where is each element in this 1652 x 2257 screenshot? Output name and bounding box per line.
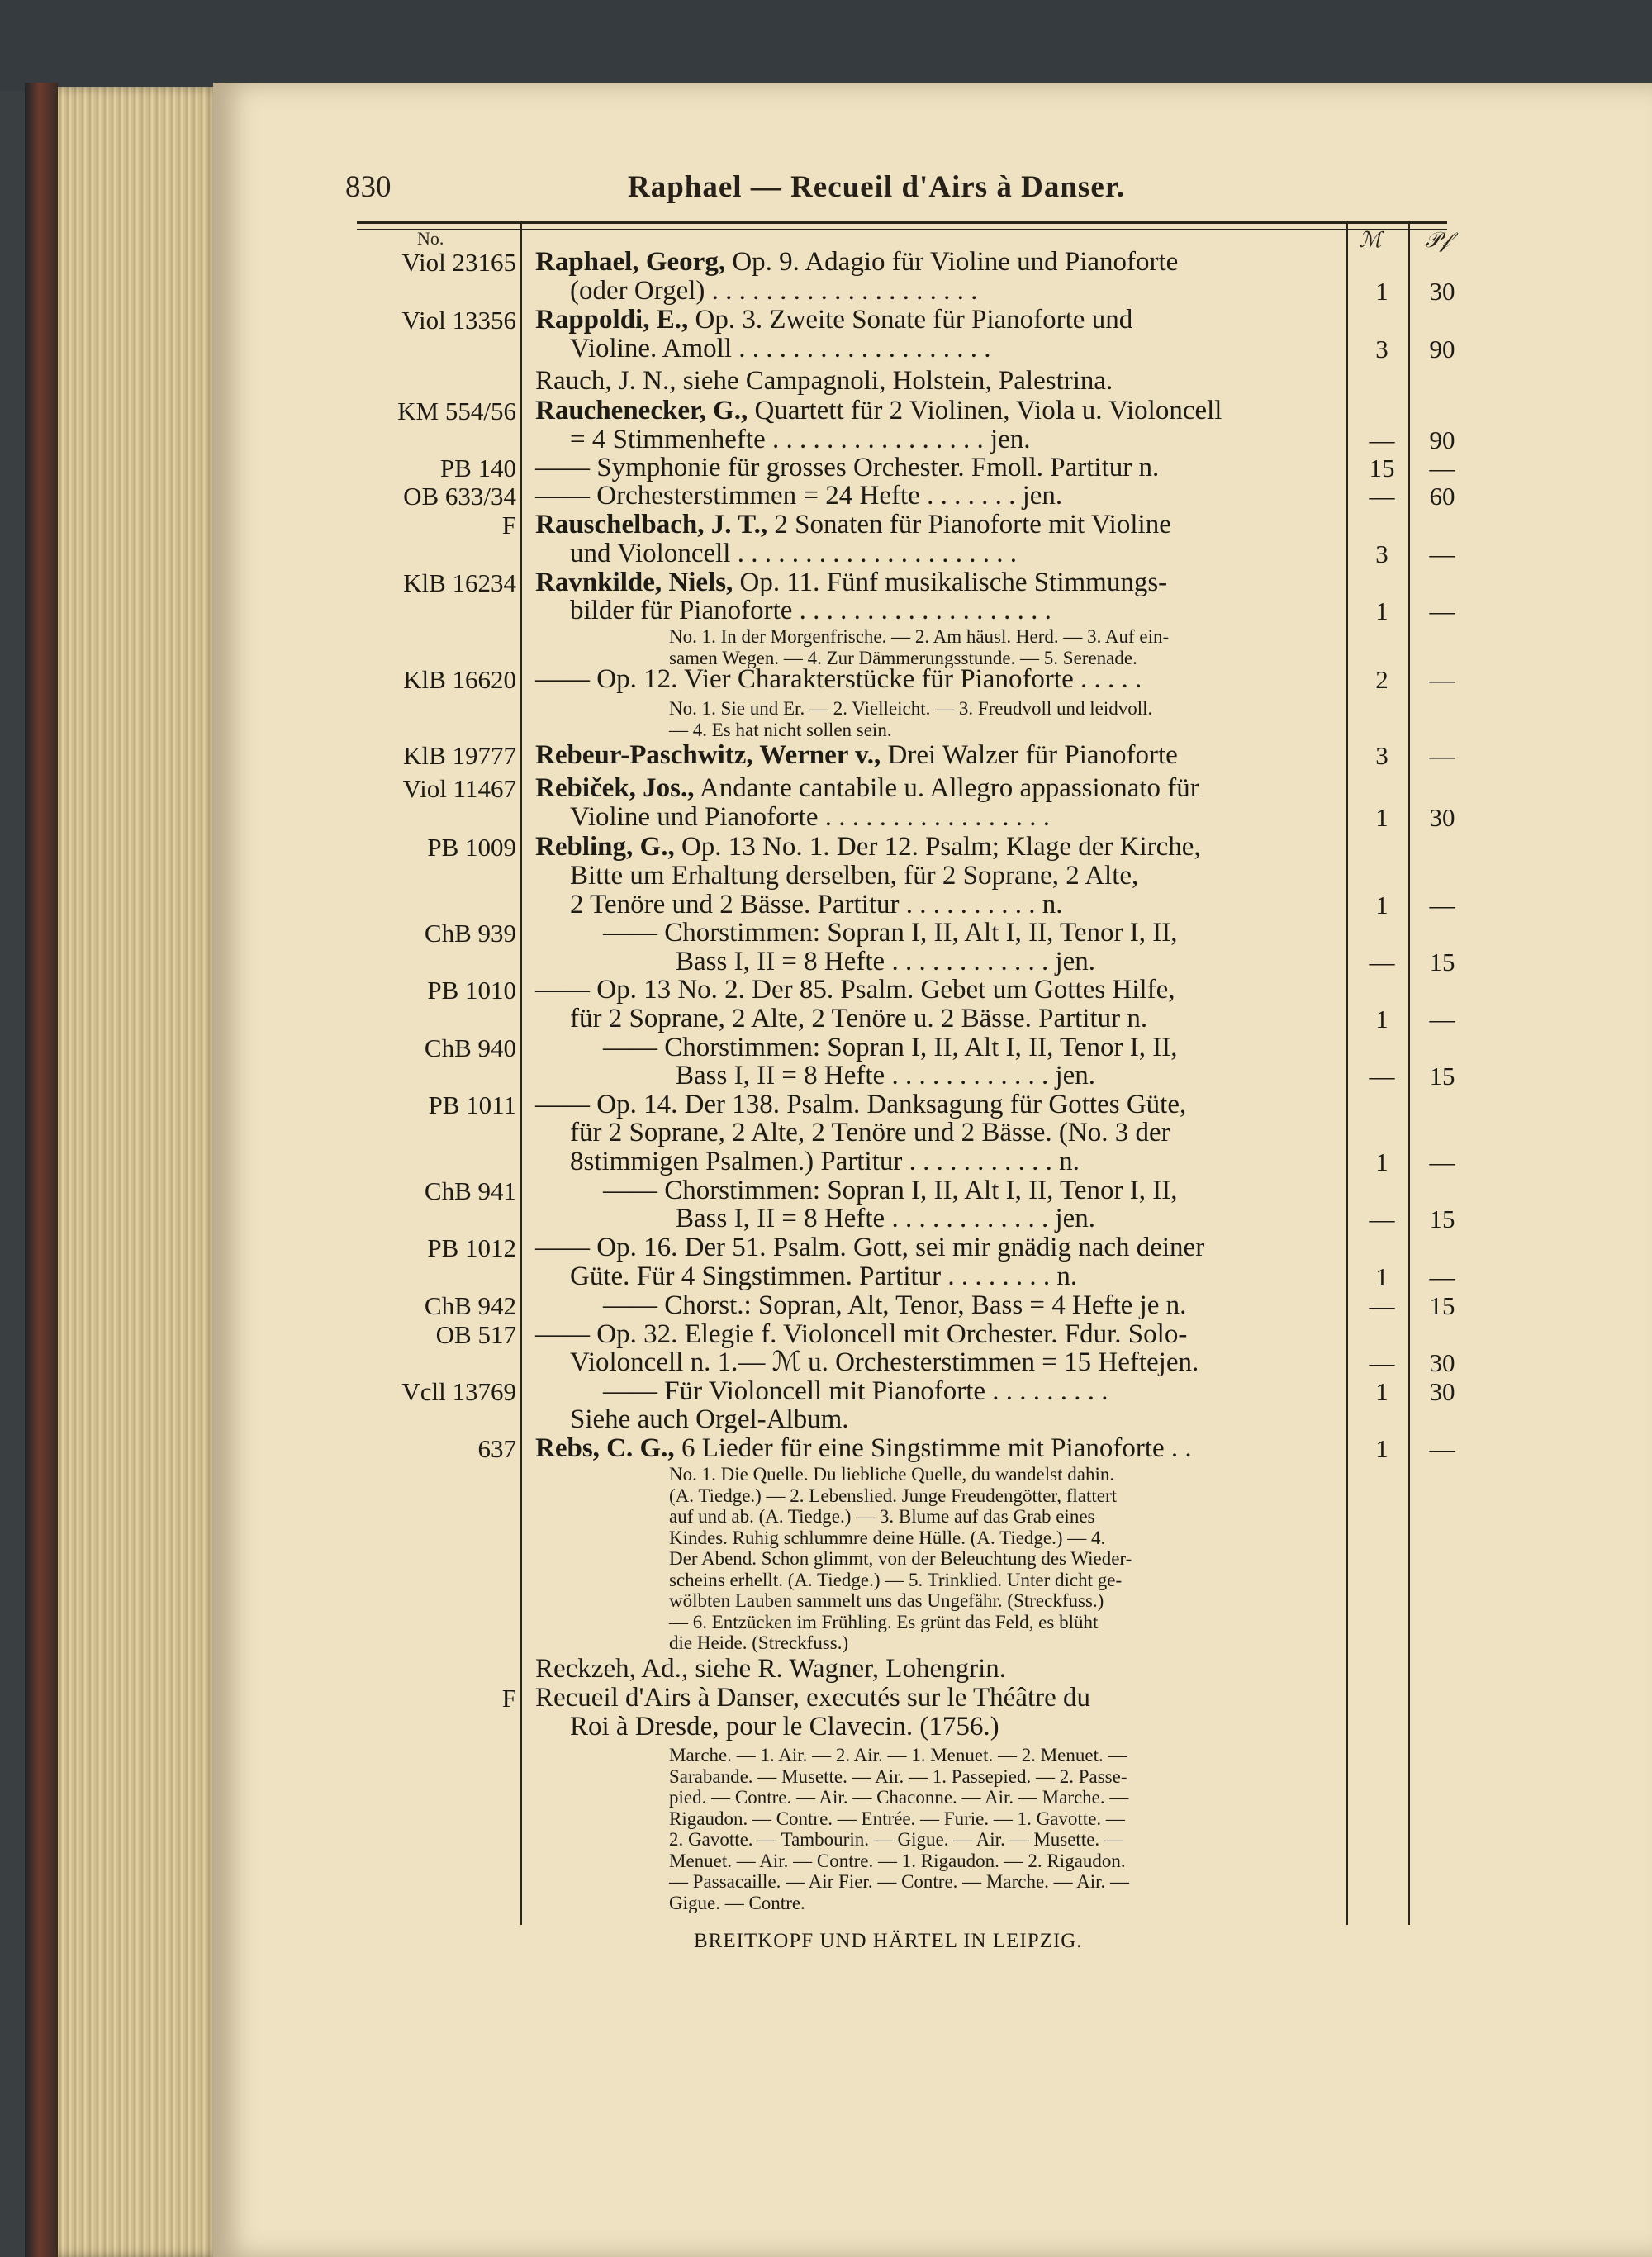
entry-line — [535, 248, 1178, 276]
price-mark: — — [1369, 482, 1395, 511]
price-pf: — — [1429, 1148, 1455, 1176]
catalog-number: PB 1011 — [428, 1090, 516, 1119]
entry-line — [535, 1090, 1186, 1119]
entry-text: 2 Tenöre und 2 Bässe. Partitur . . . . . . . . . . n. — [570, 890, 1063, 919]
note-line: 2. Gavotte. — Tambourin. — Gigue. — Air. — Musette. — — [669, 1829, 1123, 1850]
entry-text: Bass I, II = 8 Hefte . . . . . . . . . . . . jen. — [676, 947, 1096, 976]
entry-text: Violoncell n. 1.— ℳ u. Orchesterstimmen = 15 Heftejen. — [570, 1347, 1199, 1377]
price-mark: 15 — [1369, 454, 1395, 482]
composer-name: Rauchenecker, G., — [535, 396, 748, 425]
entry-line — [535, 976, 1175, 1004]
price-mark: 3 — [1375, 335, 1389, 363]
entry-text: Bass I, II = 8 Hefte . . . . . . . . . . . . jen. — [676, 1204, 1096, 1233]
composer-name: Rebs, C. G., — [535, 1433, 675, 1463]
price-pf: — — [1429, 539, 1455, 568]
composer-name: Rappoldi, E., — [535, 305, 689, 335]
entry-text: = 4 Stimmenhefte . . . . . . . . . . . . . . . . jen. — [570, 425, 1031, 454]
entry-line — [603, 1291, 1186, 1319]
price-pf: 15 — [1429, 1062, 1455, 1090]
price-mark: 1 — [1375, 596, 1389, 625]
entry-text: —— Op. 13 No. 2. Der 85. Psalm. Gebet um Gottes Hilfe, — [535, 975, 1175, 1005]
catalog-number: PB 140 — [439, 454, 516, 482]
note-line: Kindes. Ruhig schlummre deine Hülle. (A. Tiedge.) — 4. — [669, 1527, 1106, 1548]
column-divider — [520, 223, 522, 1925]
entry-line — [676, 948, 1095, 976]
price-pf: 30 — [1429, 277, 1455, 306]
note-line: Marche. — 1. Air. — 2. Air. — 1. Menuet. — 2. Menuet. — — [669, 1745, 1127, 1765]
entry-line: Recueil d'Airs à Danser, executés sur le Théâtre du — [535, 1683, 1091, 1713]
price-pf: — — [1429, 891, 1455, 919]
composer-name: Rebling, G., — [535, 832, 675, 862]
entry-text: —— Op. 14. Der 138. Psalm. Danksagung für Gottes Güte, — [535, 1090, 1187, 1119]
note-line: No. 1. Die Quelle. Du liebliche Quelle, du wandelst dahin. — [669, 1464, 1115, 1485]
entry-line — [535, 482, 1062, 510]
column-divider — [1408, 223, 1410, 1925]
price-mark: — — [1369, 1205, 1395, 1233]
entry-text: Op. 9. Adagio für Violine und Pianoforte — [725, 247, 1179, 277]
price-mark: 1 — [1375, 1005, 1389, 1033]
price-mark: 1 — [1375, 277, 1389, 306]
price-pf: 60 — [1429, 482, 1455, 511]
note-line: wölbten Lauben sammelt uns das Ungefähr. (Streckfuss.) — [669, 1590, 1104, 1611]
composer-name: Rauschelbach, J. T., — [535, 510, 768, 539]
catalog-number: ChB 939 — [424, 919, 516, 948]
catalog-number: F — [501, 1684, 516, 1713]
header-no: No. — [417, 228, 444, 249]
entry-line — [603, 1033, 1177, 1062]
catalog-number: Viol 23165 — [401, 248, 516, 277]
entry-text: Andante cantabile u. Allegro appassionato für — [694, 773, 1199, 803]
catalog-number: F — [501, 511, 516, 539]
note-line: auf und ab. (A. Tiedge.) — 3. Blume auf das Grab eines — [669, 1506, 1095, 1527]
price-pf: — — [1429, 1262, 1455, 1291]
entry-text: —— Chorstimmen: Sopran I, II, Alt I, II, Tenor I, II, — [603, 1176, 1178, 1205]
catalog-number: PB 1010 — [427, 976, 516, 1005]
entry-text: —— Chorstimmen: Sopran I, II, Alt I, II, Tenor I, II, — [603, 918, 1178, 948]
entry-line — [570, 277, 977, 305]
price-pf: 90 — [1429, 335, 1455, 363]
note-line: — Passacaille. — Air Fier. — Contre. — Marche. — Air. — — [669, 1871, 1130, 1892]
price-pf: 15 — [1429, 948, 1455, 976]
entry-line — [570, 1262, 1077, 1290]
catalog-number: 637 — [477, 1434, 516, 1463]
catalog-number: KM 554/56 — [397, 397, 516, 425]
note-line: (A. Tiedge.) — 2. Lebenslied. Junge Freudengötter, flattert — [669, 1485, 1118, 1506]
price-pf: 30 — [1429, 1348, 1455, 1377]
price-mark: 1 — [1375, 803, 1389, 832]
price-pf: — — [1429, 454, 1455, 482]
price-pf: — — [1429, 665, 1455, 694]
price-mark: — — [1369, 1348, 1395, 1377]
entry-line — [603, 1377, 1108, 1405]
entry-text: Güte. Für 4 Singstimmen. Partitur . . . . . . . . n. — [570, 1262, 1078, 1291]
entry-text: —— Op. 12. Vier Charakterstücke für Pianoforte . . . . . — [535, 664, 1142, 694]
composer-name: Raphael, Georg, — [535, 247, 726, 277]
catalog-number: ChB 940 — [424, 1033, 516, 1062]
price-mark: 2 — [1375, 665, 1389, 694]
price-pf: 15 — [1429, 1205, 1455, 1233]
entry-text: —— Chorstimmen: Sopran I, II, Alt I, II, Tenor I, II, — [603, 1033, 1178, 1062]
price-pf: — — [1429, 741, 1455, 770]
entry-line — [570, 596, 1051, 625]
entry-line — [535, 665, 1142, 693]
entry-line — [570, 1119, 1170, 1147]
entry-line: Roi à Dresde, pour le Clavecin. (1756.) — [570, 1712, 999, 1741]
running-title: Raphael — Recueil d'Airs à Danser. — [628, 170, 1126, 204]
price-mark: 1 — [1375, 1377, 1389, 1406]
entry-line — [570, 539, 1017, 568]
price-pf: 15 — [1429, 1291, 1455, 1320]
price-pf: — — [1429, 1005, 1455, 1033]
entry-text: —— Symphonie für grosses Orchester. Fmoll. Partitur n. — [535, 453, 1160, 482]
catalog-number: OB 633/34 — [403, 482, 516, 511]
note-line: samen Wegen. — 4. Zur Dämmerungsstunde. — 5. Serenade. — [669, 647, 1137, 668]
entry-line — [535, 568, 1167, 596]
entry-text: (oder Orgel) . . . . . . . . . . . . . . . . . . . . — [570, 276, 978, 306]
price-mark: 3 — [1375, 741, 1389, 770]
composer-name: Rebiček, Jos., — [535, 773, 695, 803]
page-edges — [58, 87, 223, 2257]
book-cover-edge — [25, 83, 58, 2257]
entry-text: 2 Sonaten für Pianoforte mit Violine — [767, 510, 1171, 539]
entry-text: Op. 11. Fünf musikalische Stimmungs- — [733, 568, 1168, 597]
entry-line — [535, 367, 1113, 395]
header-mark: ℳ — [1359, 228, 1382, 252]
note-line: No. 1. In der Morgenfrische. — 2. Am häusl. Herd. — 3. Auf ein- — [669, 626, 1170, 647]
entry-text: Violine und Pianoforte . . . . . . . . . . . . . . . . . — [570, 802, 1050, 832]
price-mark: 1 — [1375, 1434, 1389, 1463]
price-pf: — — [1429, 1434, 1455, 1463]
entry-text: Bitte um Erhaltung derselben, für 2 Soprane, 2 Alte, — [570, 861, 1139, 891]
price-pf: 30 — [1429, 1377, 1455, 1406]
price-pf: 90 — [1429, 425, 1455, 454]
catalog-number: KlB 16620 — [403, 665, 516, 694]
note-line: Der Abend. Schon glimmt, von der Beleuchtung des Wieder- — [669, 1548, 1132, 1569]
entry-text: —— Für Violoncell mit Pianoforte . . . . . . . . . — [603, 1376, 1108, 1406]
note-line: pied. — Contre. — Air. — Chaconne. — Air. — Marche. — — [669, 1787, 1129, 1808]
entry-text: für 2 Soprane, 2 Alte, 2 Tenöre und 2 Bässe. (No. 3 der — [570, 1118, 1170, 1148]
composer-name: Rebeur-Paschwitz, Werner v., — [535, 740, 881, 770]
entry-line — [570, 1405, 849, 1433]
entry-line — [676, 1062, 1095, 1090]
catalog-number: OB 517 — [435, 1320, 516, 1349]
entry-line: Reckzeh, Ad., siehe R. Wagner, Lohengrin. — [535, 1654, 1007, 1684]
note-line: Menuet. — Air. — Contre. — 1. Rigaudon. — 2. Rigaudon. — [669, 1850, 1126, 1871]
note-line: die Heide. (Streckfuss.) — [669, 1632, 849, 1653]
entry-text: 6 Lieder für eine Singstimme mit Pianoforte . . — [674, 1433, 1192, 1463]
catalog-number: Viol 13356 — [401, 306, 516, 335]
entry-text: Violine. Amoll . . . . . . . . . . . . . . . . . . . — [570, 334, 991, 363]
entry-line — [570, 335, 991, 363]
note-line: Rigaudon. — Contre. — Entrée. — Furie. — 1. Gavotte. — — [669, 1808, 1125, 1829]
column-divider — [1346, 223, 1348, 1925]
entry-line — [676, 1205, 1095, 1233]
entry-text: Rauch, J. N., siehe Campagnoli, Holstein, Palestrina. — [535, 366, 1113, 396]
entry-text: Op. 13 No. 1. Der 12. Psalm; Klage der Kirche, — [674, 832, 1201, 862]
entry-text: Quartett für 2 Violinen, Viola u. Violoncell — [748, 396, 1222, 425]
price-mark: 1 — [1375, 1262, 1389, 1291]
catalog-number: ChB 942 — [424, 1291, 516, 1320]
note-line: No. 1. Sie und Er. — 2. Vielleicht. — 3. Freudvoll und leidvoll. — [669, 698, 1153, 719]
entry-line — [535, 454, 1159, 482]
catalog-number: Vcll 13769 — [401, 1377, 516, 1406]
entry-line — [535, 511, 1171, 539]
page-number: 830 — [345, 170, 392, 204]
entry-line — [603, 1176, 1177, 1205]
catalog-number: PB 1009 — [427, 833, 516, 862]
entry-line — [570, 1148, 1080, 1176]
price-mark: — — [1369, 948, 1395, 976]
catalog-number: ChB 941 — [424, 1176, 516, 1205]
entry-line — [570, 803, 1050, 831]
note-line: Gigue. — Contre. — [669, 1892, 805, 1913]
entry-line — [570, 891, 1063, 919]
entry-text: für 2 Soprane, 2 Alte, 2 Tenöre u. 2 Bässe. Partitur n. — [570, 1004, 1148, 1033]
entry-line — [570, 862, 1138, 890]
note-line: Sarabande. — Musette. — Air. — 1. Passepied. — 2. Passe- — [669, 1765, 1127, 1787]
entry-text: —— Orchesterstimmen = 24 Hefte . . . . . . . jen. — [535, 481, 1063, 511]
price-mark: 1 — [1375, 1148, 1389, 1176]
entry-line — [603, 919, 1177, 947]
entry-line — [535, 1320, 1187, 1348]
note-line: — 6. Entzücken im Frühling. Es grünt das Feld, es blüht — [669, 1611, 1099, 1632]
price-mark: — — [1369, 425, 1395, 454]
entry-text: und Violoncell . . . . . . . . . . . . . . . . . . . . . — [570, 539, 1017, 568]
catalog-number: KlB 16234 — [403, 568, 516, 597]
entry-text: 8stimmigen Psalmen.) Partitur . . . . . . . . . . . n. — [570, 1147, 1080, 1176]
entry-line — [535, 833, 1201, 861]
entry-text: —— Op. 32. Elegie f. Violoncell mit Orchester. Fdur. Solo- — [535, 1319, 1188, 1349]
entry-line — [535, 397, 1222, 425]
catalog-number: Viol 11467 — [402, 774, 516, 803]
note-line: — 4. Es hat nicht sollen sein. — [669, 719, 892, 740]
entry-text: bilder für Pianoforte . . . . . . . . . . . . . . . . . . . — [570, 596, 1051, 625]
price-mark: 1 — [1375, 891, 1389, 919]
entry-text: —— Op. 16. Der 51. Psalm. Gott, sei mir gnädig nach deiner — [535, 1233, 1205, 1262]
entry-line — [570, 425, 1031, 454]
entry-line — [570, 1005, 1147, 1033]
price-pf: — — [1429, 596, 1455, 625]
entry-line — [535, 774, 1199, 802]
composer-name: Ravnkilde, Niels, — [535, 568, 733, 597]
price-mark: 3 — [1375, 539, 1389, 568]
entry-line — [535, 1434, 1192, 1462]
entry-line — [535, 741, 1178, 769]
note-line: scheins erhellt. (A. Tiedge.) — 5. Trinklied. Unter dicht ge- — [669, 1569, 1123, 1590]
entry-text: Bass I, II = 8 Hefte . . . . . . . . . . . . jen. — [676, 1061, 1096, 1090]
price-mark: — — [1369, 1062, 1395, 1090]
price-pf: 30 — [1429, 803, 1455, 832]
entry-text: Siehe auch Orgel-Album. — [570, 1404, 849, 1434]
entry-line — [535, 1233, 1204, 1262]
entry-text: Drei Walzer für Pianoforte — [881, 740, 1178, 770]
entry-text: Op. 3. Zweite Sonate für Pianoforte und — [688, 305, 1133, 335]
entry-line — [570, 1348, 1199, 1376]
background-top — [0, 0, 1652, 91]
publisher-footer: BREITKOPF UND HÄRTEL IN LEIPZIG. — [694, 1930, 1083, 1952]
entry-text: —— Chorst.: Sopran, Alt, Tenor, Bass = 4 Hefte je n. — [603, 1290, 1187, 1320]
entry-line — [535, 306, 1132, 334]
catalog-number: PB 1012 — [427, 1233, 516, 1262]
catalog-number: KlB 19777 — [403, 741, 516, 770]
price-mark: — — [1369, 1291, 1395, 1320]
header-pf: 𝒫𝒻 — [1425, 228, 1450, 252]
